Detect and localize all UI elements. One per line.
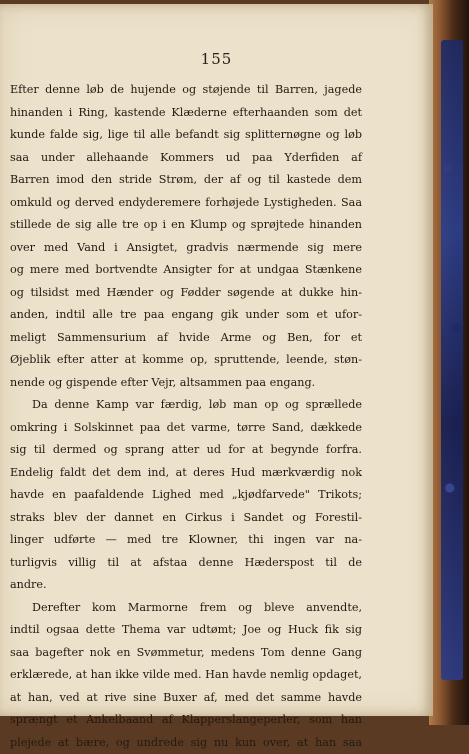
text-line: saa bagefter nok en Svømmetur, medens Tom denne Gang [10,642,362,665]
text-line: anden, indtil alle tre paa engang gik under som et ufor- [10,304,362,327]
text-line: nende og gispende efter Vejr, altsammen paa engang. [10,372,362,395]
text-line: sprængt et Ankelbaand af Klapperslangeperler, som han [10,709,362,732]
text-line: linger udførte — med tre Klowner, thi ingen var na- [10,529,362,552]
book-cover-edge [429,0,469,725]
text-line: meligt Sammensurium af hvide Arme og Ben, for et [10,327,362,350]
text-line: over med Vand i Ansigtet, gradvis nærmende sig mere [10,237,362,260]
text-line: Da denne Kamp var færdig, løb man op og sprællede [10,394,362,417]
text-line: sig til dermed og sprang atter ud for at begynde forfra. [10,439,362,462]
text-line: omkring i Solskinnet paa det varme, tørre Sand, dækkede [10,417,362,440]
text-line: andre. [10,574,362,597]
text-line: saa under allehaande Kommers ud paa Yderfiden af [10,147,362,170]
text-line: indtil ogsaa dette Thema var udtømt; Joe og Huck fik sig [10,619,362,642]
text-line: havde en paafaldende Lighed med „kjødfarvede" Trikots; [10,484,362,507]
text-line: straks blev der dannet en Cirkus i Sandet og Forestil- [10,507,362,530]
text-line: erklærede, at han ikke vilde med. Han havde nemlig opdaget, [10,664,362,687]
text-line: Derefter kom Marmorne frem og bleve anvendte, [10,597,362,620]
text-line: Øjeblik efter atter at komme op, spruttende, leende, støn- [10,349,362,372]
text-line: omkuld og derved endyderemere forhøjede Lystigheden. Saa [10,192,362,215]
text-line: kunde falde sig, lige til alle befandt sig splitternøgne og løb [10,124,362,147]
text-line: turligvis villig til at afstaa denne Hæderspost til de [10,552,362,575]
body-text [10,79,362,754]
page-number: 155 [0,50,433,68]
text-line: plejede at bære, og undrede sig nu kun over, at han saa [10,732,362,754]
text-line: Endelig faldt det dem ind, at deres Hud mærkværdig nok [10,462,362,485]
text-line: hinanden i Ring, kastende Klæderne efterhaanden som det [10,102,362,125]
text-line: Barren imod den stride Strøm, der af og til kastede dem [10,169,362,192]
text-line: stillede de sig alle tre op i en Klump og sprøjtede hinanden [10,214,362,237]
text-line: at han, ved at rive sine Buxer af, med det samme havde [10,687,362,710]
marbled-endpaper [441,40,463,680]
text-line: og mere med bortvendte Ansigter for at undgaa Stænkene [10,259,362,282]
text-line: Efter denne løb de hujende og støjende til Barren, jagede [10,79,362,102]
book-page [0,4,433,716]
text-line: og tilsidst med Hænder og Fødder søgende at dukke hin- [10,282,362,305]
